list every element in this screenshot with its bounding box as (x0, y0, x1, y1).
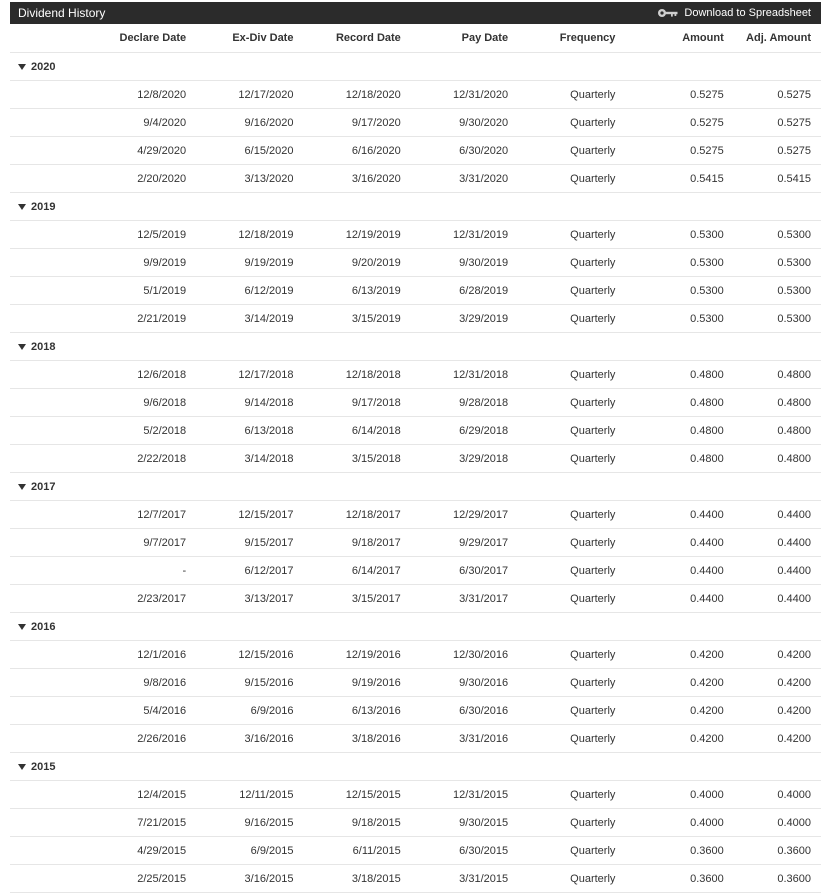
row-spacer (10, 837, 77, 865)
ex-div-date-cell: 6/15/2020 (186, 137, 293, 165)
amount-cell: 0.4800 (615, 361, 723, 389)
record-date-cell: 12/18/2018 (293, 361, 400, 389)
frequency-cell: Quarterly (508, 781, 615, 809)
key-icon (657, 8, 679, 18)
frequency-cell: Quarterly (508, 865, 615, 893)
record-date-cell: 6/11/2015 (293, 837, 400, 865)
dividend-table (10, 24, 821, 893)
adj-amount-cell: 0.3600 (724, 837, 821, 865)
frequency-cell: Quarterly (508, 305, 615, 333)
frequency-cell: Quarterly (508, 137, 615, 165)
pay-date-cell: 6/30/2017 (401, 557, 508, 585)
pay-date-cell: 12/29/2017 (401, 501, 508, 529)
ex-div-date-cell: 12/11/2015 (186, 781, 293, 809)
ex-div-date-cell: 6/12/2017 (186, 557, 293, 585)
frequency-cell: Quarterly (508, 725, 615, 753)
table-row (10, 865, 821, 893)
frequency-cell: Quarterly (508, 165, 615, 193)
row-spacer (10, 81, 77, 109)
declare-date-cell: 12/6/2018 (77, 361, 186, 389)
ex-div-date-cell: 3/16/2016 (186, 725, 293, 753)
ex-div-date-cell: 6/9/2015 (186, 837, 293, 865)
pay-date-cell: 3/31/2015 (401, 865, 508, 893)
table-row (10, 809, 821, 837)
record-date-cell: 3/15/2018 (293, 445, 400, 473)
pay-date-cell: 12/30/2016 (401, 641, 508, 669)
ex-div-date-cell: 9/15/2016 (186, 669, 293, 697)
record-date-cell: 3/16/2020 (293, 165, 400, 193)
record-date-cell: 9/19/2016 (293, 669, 400, 697)
column-header-amount[interactable]: Amount (615, 24, 723, 53)
collapse-triangle-icon (18, 64, 26, 70)
declare-date-cell: 2/21/2019 (77, 305, 186, 333)
pay-date-cell: 6/29/2018 (401, 417, 508, 445)
frequency-cell: Quarterly (508, 389, 615, 417)
declare-date-cell: 12/8/2020 (77, 81, 186, 109)
frequency-cell: Quarterly (508, 809, 615, 837)
amount-cell: 0.4400 (615, 529, 723, 557)
table-row (10, 501, 821, 529)
amount-cell: 0.4400 (615, 585, 723, 613)
year-toggle[interactable] (10, 761, 55, 773)
record-date-cell: 12/19/2016 (293, 641, 400, 669)
adj-amount-cell: 0.5275 (724, 137, 821, 165)
amount-cell: 0.5275 (615, 137, 723, 165)
row-spacer (10, 249, 77, 277)
year-group-row (10, 53, 821, 81)
table-row (10, 557, 821, 585)
amount-cell: 0.4000 (615, 809, 723, 837)
table-row (10, 445, 821, 473)
year-group-row (10, 333, 821, 361)
amount-cell: 0.5300 (615, 249, 723, 277)
row-spacer (10, 557, 77, 585)
table-row (10, 165, 821, 193)
record-date-cell: 6/16/2020 (293, 137, 400, 165)
ex-div-date-cell: 12/15/2016 (186, 641, 293, 669)
record-date-cell: 3/15/2019 (293, 305, 400, 333)
column-header-row (10, 24, 821, 53)
record-date-cell: 9/18/2017 (293, 529, 400, 557)
adj-amount-cell: 0.4200 (724, 669, 821, 697)
table-row (10, 781, 821, 809)
adj-amount-cell: 0.4800 (724, 417, 821, 445)
adj-amount-cell: 0.5275 (724, 109, 821, 137)
year-toggle[interactable] (10, 481, 55, 493)
column-header-record-date[interactable]: Record Date (293, 24, 400, 53)
row-spacer (10, 305, 77, 333)
frequency-cell: Quarterly (508, 221, 615, 249)
pay-date-cell: 9/28/2018 (401, 389, 508, 417)
download-spreadsheet-link[interactable] (657, 7, 811, 19)
row-spacer (10, 417, 77, 445)
ex-div-date-cell: 6/13/2018 (186, 417, 293, 445)
record-date-cell: 3/15/2017 (293, 585, 400, 613)
year-group-row (10, 753, 821, 781)
frequency-cell: Quarterly (508, 641, 615, 669)
ex-div-date-cell: 9/16/2015 (186, 809, 293, 837)
row-spacer (10, 165, 77, 193)
frequency-cell: Quarterly (508, 837, 615, 865)
record-date-cell: 3/18/2016 (293, 725, 400, 753)
adj-amount-cell: 0.4800 (724, 361, 821, 389)
adj-amount-cell: 0.4000 (724, 809, 821, 837)
pay-date-cell: 6/30/2015 (401, 837, 508, 865)
title-bar (10, 2, 821, 24)
year-label: 2019 (31, 200, 56, 213)
amount-cell: 0.4400 (615, 557, 723, 585)
collapse-triangle-icon (18, 624, 26, 630)
pay-date-cell: 3/29/2018 (401, 445, 508, 473)
frequency-cell: Quarterly (508, 529, 615, 557)
declare-date-cell: 2/20/2020 (77, 165, 186, 193)
year-label: 2020 (31, 60, 56, 73)
declare-date-cell: 9/9/2019 (77, 249, 186, 277)
table-row (10, 529, 821, 557)
amount-cell: 0.4800 (615, 389, 723, 417)
ex-div-date-cell: 12/18/2019 (186, 221, 293, 249)
table-row (10, 249, 821, 277)
row-spacer (10, 221, 77, 249)
frequency-cell: Quarterly (508, 417, 615, 445)
table-row (10, 725, 821, 753)
frequency-cell: Quarterly (508, 697, 615, 725)
year-toggle[interactable] (10, 341, 55, 353)
record-date-cell: 6/13/2019 (293, 277, 400, 305)
ex-div-date-cell: 12/17/2018 (186, 361, 293, 389)
frequency-cell: Quarterly (508, 361, 615, 389)
collapse-triangle-icon (18, 204, 26, 210)
record-date-cell: 12/18/2017 (293, 501, 400, 529)
declare-date-cell: 9/4/2020 (77, 109, 186, 137)
ex-div-date-cell: 9/14/2018 (186, 389, 293, 417)
amount-cell: 0.4200 (615, 669, 723, 697)
pay-date-cell: 9/30/2019 (401, 249, 508, 277)
year-group-cell (10, 613, 821, 641)
year-group-row (10, 193, 821, 221)
row-spacer (10, 669, 77, 697)
table-row (10, 585, 821, 613)
table-row (10, 641, 821, 669)
year-label: 2015 (31, 760, 56, 773)
declare-date-cell: 2/22/2018 (77, 445, 186, 473)
table-row (10, 137, 821, 165)
pay-date-cell: 9/29/2017 (401, 529, 508, 557)
table-row (10, 81, 821, 109)
row-spacer (10, 865, 77, 893)
amount-cell: 0.5300 (615, 221, 723, 249)
ex-div-date-cell: 3/13/2017 (186, 585, 293, 613)
adj-amount-cell: 0.5300 (724, 249, 821, 277)
adj-amount-cell: 0.4200 (724, 641, 821, 669)
dividend-history-widget (10, 2, 821, 893)
adj-amount-cell: 0.4400 (724, 557, 821, 585)
amount-cell: 0.5300 (615, 305, 723, 333)
row-spacer (10, 277, 77, 305)
declare-date-cell: 12/5/2019 (77, 221, 186, 249)
declare-date-cell: - (77, 557, 186, 585)
frequency-cell: Quarterly (508, 445, 615, 473)
column-header-declare-date[interactable]: Declare Date (77, 24, 186, 53)
table-row (10, 417, 821, 445)
pay-date-cell: 9/30/2015 (401, 809, 508, 837)
table-row (10, 669, 821, 697)
frequency-cell: Quarterly (508, 109, 615, 137)
row-spacer (10, 697, 77, 725)
amount-cell: 0.4200 (615, 725, 723, 753)
declare-date-cell: 4/29/2015 (77, 837, 186, 865)
column-header-ex-div-date[interactable]: Ex-Div Date (186, 24, 293, 53)
pay-date-cell: 3/29/2019 (401, 305, 508, 333)
column-header-pay-date[interactable]: Pay Date (401, 24, 508, 53)
amount-cell: 0.4000 (615, 781, 723, 809)
row-spacer (10, 445, 77, 473)
adj-amount-cell: 0.5415 (724, 165, 821, 193)
amount-cell: 0.3600 (615, 837, 723, 865)
adj-amount-cell: 0.4400 (724, 501, 821, 529)
declare-date-cell: 2/25/2015 (77, 865, 186, 893)
adj-amount-cell: 0.5300 (724, 305, 821, 333)
record-date-cell: 9/20/2019 (293, 249, 400, 277)
declare-date-cell: 2/26/2016 (77, 725, 186, 753)
record-date-cell: 12/18/2020 (293, 81, 400, 109)
record-date-cell: 3/18/2015 (293, 865, 400, 893)
year-label: 2016 (31, 620, 56, 633)
amount-cell: 0.4800 (615, 445, 723, 473)
declare-date-cell: 9/8/2016 (77, 669, 186, 697)
collapse-triangle-icon (18, 484, 26, 490)
adj-amount-cell: 0.5275 (724, 81, 821, 109)
row-spacer (10, 501, 77, 529)
pay-date-cell: 12/31/2020 (401, 81, 508, 109)
amount-cell: 0.4800 (615, 417, 723, 445)
ex-div-date-cell: 3/14/2018 (186, 445, 293, 473)
row-spacer (10, 585, 77, 613)
pay-date-cell: 3/31/2020 (401, 165, 508, 193)
ex-div-date-cell: 3/16/2015 (186, 865, 293, 893)
year-toggle[interactable] (10, 201, 55, 213)
record-date-cell: 9/17/2020 (293, 109, 400, 137)
record-date-cell: 12/15/2015 (293, 781, 400, 809)
pay-date-cell: 12/31/2019 (401, 221, 508, 249)
ex-div-date-cell: 12/17/2020 (186, 81, 293, 109)
amount-cell: 0.5300 (615, 277, 723, 305)
frequency-cell: Quarterly (508, 501, 615, 529)
pay-date-cell: 9/30/2016 (401, 669, 508, 697)
year-group-cell (10, 753, 821, 781)
adj-amount-cell: 0.4200 (724, 697, 821, 725)
amount-cell: 0.4400 (615, 501, 723, 529)
table-row (10, 221, 821, 249)
pay-date-cell: 6/30/2020 (401, 137, 508, 165)
adj-amount-cell: 0.5300 (724, 277, 821, 305)
declare-date-cell: 5/4/2016 (77, 697, 186, 725)
year-group-cell (10, 193, 821, 221)
adj-amount-cell: 0.4000 (724, 781, 821, 809)
ex-div-date-cell: 3/13/2020 (186, 165, 293, 193)
column-header-frequency[interactable]: Frequency (508, 24, 615, 53)
declare-date-cell: 4/29/2020 (77, 137, 186, 165)
frequency-cell: Quarterly (508, 277, 615, 305)
row-spacer (10, 781, 77, 809)
adj-amount-cell: 0.4200 (724, 725, 821, 753)
amount-cell: 0.4200 (615, 697, 723, 725)
declare-date-cell: 9/6/2018 (77, 389, 186, 417)
pay-date-cell: 6/28/2019 (401, 277, 508, 305)
record-date-cell: 12/19/2019 (293, 221, 400, 249)
table-row (10, 837, 821, 865)
frequency-cell: Quarterly (508, 249, 615, 277)
ex-div-date-cell: 9/16/2020 (186, 109, 293, 137)
row-spacer (10, 389, 77, 417)
table-row (10, 389, 821, 417)
table-row (10, 305, 821, 333)
year-toggle[interactable] (10, 61, 55, 73)
ex-div-date-cell: 9/19/2019 (186, 249, 293, 277)
row-spacer (10, 109, 77, 137)
frequency-cell: Quarterly (508, 81, 615, 109)
ex-div-date-cell: 12/15/2017 (186, 501, 293, 529)
pay-date-cell: 3/31/2017 (401, 585, 508, 613)
pay-date-cell: 9/30/2020 (401, 109, 508, 137)
year-label: 2017 (31, 480, 56, 493)
year-label: 2018 (31, 340, 56, 353)
amount-cell: 0.3600 (615, 865, 723, 893)
row-spacer (10, 809, 77, 837)
adj-amount-cell: 0.4800 (724, 445, 821, 473)
declare-date-cell: 5/1/2019 (77, 277, 186, 305)
record-date-cell: 9/17/2018 (293, 389, 400, 417)
frequency-cell: Quarterly (508, 669, 615, 697)
adj-amount-cell: 0.4800 (724, 389, 821, 417)
year-group-cell (10, 333, 821, 361)
declare-date-cell: 9/7/2017 (77, 529, 186, 557)
row-spacer (10, 361, 77, 389)
declare-date-cell: 12/7/2017 (77, 501, 186, 529)
adj-amount-cell: 0.5300 (724, 221, 821, 249)
year-group-row (10, 473, 821, 501)
collapse-triangle-icon (18, 344, 26, 350)
declare-date-cell: 2/23/2017 (77, 585, 186, 613)
adj-amount-cell: 0.4400 (724, 585, 821, 613)
row-spacer (10, 137, 77, 165)
record-date-cell: 9/18/2015 (293, 809, 400, 837)
table-row (10, 109, 821, 137)
row-spacer (10, 725, 77, 753)
column-header-spacer (10, 24, 77, 53)
declare-date-cell: 12/1/2016 (77, 641, 186, 669)
table-row (10, 361, 821, 389)
declare-date-cell: 5/2/2018 (77, 417, 186, 445)
pay-date-cell: 3/31/2016 (401, 725, 508, 753)
year-toggle[interactable] (10, 621, 55, 633)
amount-cell: 0.5415 (615, 165, 723, 193)
pay-date-cell: 12/31/2015 (401, 781, 508, 809)
ex-div-date-cell: 9/15/2017 (186, 529, 293, 557)
adj-amount-cell: 0.3600 (724, 865, 821, 893)
year-group-cell (10, 53, 821, 81)
pay-date-cell: 12/31/2018 (401, 361, 508, 389)
pay-date-cell: 6/30/2016 (401, 697, 508, 725)
frequency-cell: Quarterly (508, 585, 615, 613)
download-label: Download to Spreadsheet (684, 7, 811, 19)
ex-div-date-cell: 3/14/2019 (186, 305, 293, 333)
frequency-cell: Quarterly (508, 557, 615, 585)
ex-div-date-cell: 6/12/2019 (186, 277, 293, 305)
column-header-adj-amount[interactable]: Adj. Amount (724, 24, 821, 53)
record-date-cell: 6/14/2018 (293, 417, 400, 445)
adj-amount-cell: 0.4400 (724, 529, 821, 557)
table-row (10, 277, 821, 305)
year-group-cell (10, 473, 821, 501)
collapse-triangle-icon (18, 764, 26, 770)
row-spacer (10, 529, 77, 557)
record-date-cell: 6/14/2017 (293, 557, 400, 585)
amount-cell: 0.4200 (615, 641, 723, 669)
amount-cell: 0.5275 (615, 109, 723, 137)
amount-cell: 0.5275 (615, 81, 723, 109)
table-body (10, 53, 821, 893)
widget-title: Dividend History (18, 6, 106, 20)
record-date-cell: 6/13/2016 (293, 697, 400, 725)
ex-div-date-cell: 6/9/2016 (186, 697, 293, 725)
row-spacer (10, 641, 77, 669)
declare-date-cell: 12/4/2015 (77, 781, 186, 809)
year-group-row (10, 613, 821, 641)
declare-date-cell: 7/21/2015 (77, 809, 186, 837)
table-row (10, 697, 821, 725)
